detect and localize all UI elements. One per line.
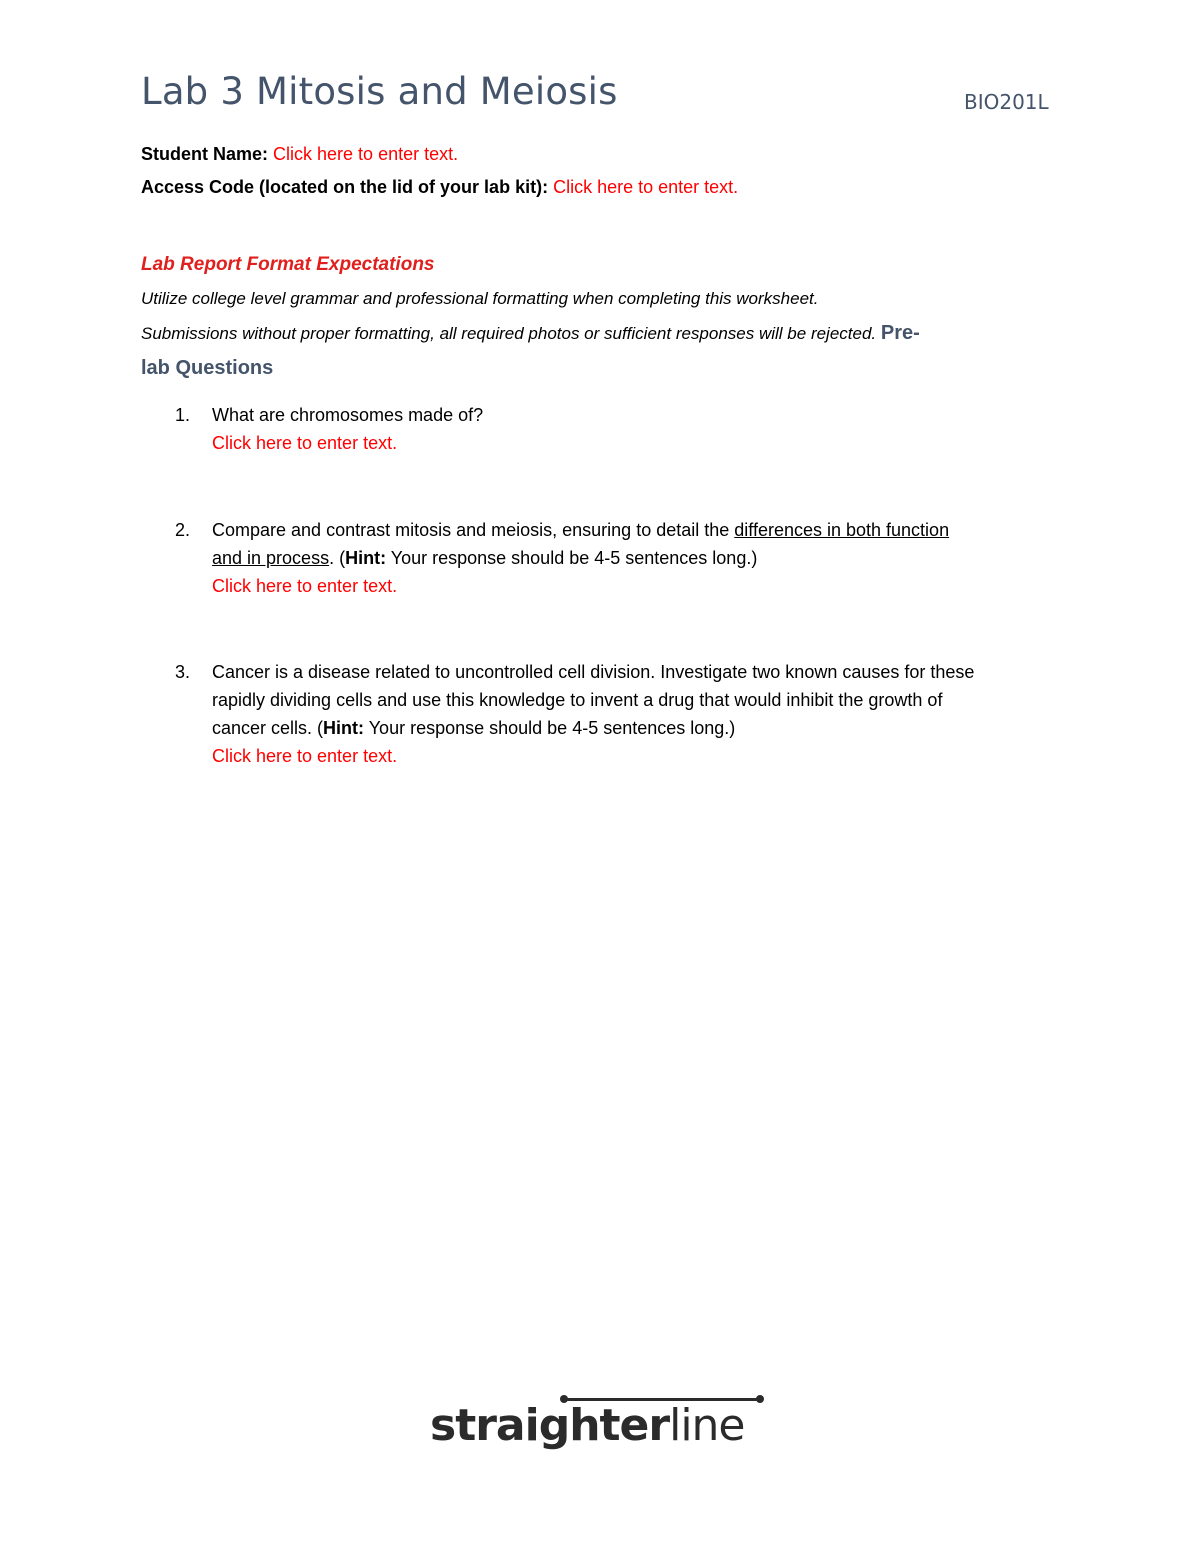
logo-text-light: line — [669, 1400, 745, 1451]
student-name-input[interactable]: Click here to enter text. — [273, 144, 459, 164]
straighterline-logo — [430, 1392, 770, 1462]
question-2-underlined-2: and in process — [212, 548, 330, 568]
question-2-text-line1 — [212, 516, 1052, 544]
question-3-text-before: cancer cells. ( — [212, 718, 324, 738]
expectations-line-2: Submissions without proper formatting, all required photos or sufficient responses will be rejected. — [141, 324, 877, 343]
question-2-underlined-1: differences in both function — [734, 520, 950, 540]
question-3-hint-text: Your response should be 4-5 sentences long.) — [364, 718, 736, 738]
question-1 — [212, 401, 1052, 457]
question-3-text-line3 — [212, 714, 1052, 742]
access-code-row — [141, 177, 738, 198]
access-code-label: Access Code (located on the lid of your lab kit): — [141, 177, 549, 197]
student-name-row — [141, 144, 458, 165]
question-3-answer-input[interactable]: Click here to enter text. — [212, 746, 398, 766]
question-2-number: 2. — [175, 520, 191, 540]
question-3-hint-label: Hint: — [323, 718, 365, 738]
question-1-number: 1. — [175, 405, 191, 425]
expectations-line-1: Utilize college level grammar and professional formatting when completing this worksheet. — [141, 289, 819, 308]
question-2-text-line2 — [212, 544, 1052, 572]
question-2-text-after: . ( — [329, 548, 346, 568]
question-3-text-line1: Cancer is a disease related to uncontrolled cell division. Investigate two known causes for these — [212, 662, 975, 682]
question-3-text-line2: rapidly dividing cells and use this knowledge to invent a drug that would inhibit the growth of — [212, 690, 943, 710]
expectations-heading: Lab Report Format Expectations — [141, 254, 435, 275]
logo-wordmark — [430, 1400, 745, 1451]
logo-dot-right — [756, 1395, 764, 1403]
page-title: Lab 3 Mitosis and Meiosis — [141, 70, 618, 113]
student-name-label: Student Name: — [141, 144, 269, 164]
expectations-line-2-row — [141, 322, 920, 345]
question-3-number: 3. — [175, 662, 191, 682]
question-1-text: What are chromosomes made of? — [212, 405, 484, 425]
question-2 — [212, 516, 1052, 600]
prelab-heading-part2: lab Questions — [141, 357, 274, 379]
question-2-hint-label: Hint: — [345, 548, 387, 568]
question-1-answer-input[interactable]: Click here to enter text. — [212, 433, 398, 453]
course-code: BIO201L — [964, 90, 1049, 114]
question-3 — [212, 658, 1052, 770]
question-2-hint-text: Your response should be 4-5 sentences long.) — [386, 548, 758, 568]
question-2-answer-input[interactable]: Click here to enter text. — [212, 576, 398, 596]
prelab-heading-part1: Pre- — [880, 322, 920, 344]
logo-text-bold: straighter — [430, 1400, 670, 1451]
question-2-text-before: Compare and contrast mitosis and meiosis, ensuring to detail the — [212, 520, 735, 540]
access-code-input[interactable]: Click here to enter text. — [553, 177, 739, 197]
